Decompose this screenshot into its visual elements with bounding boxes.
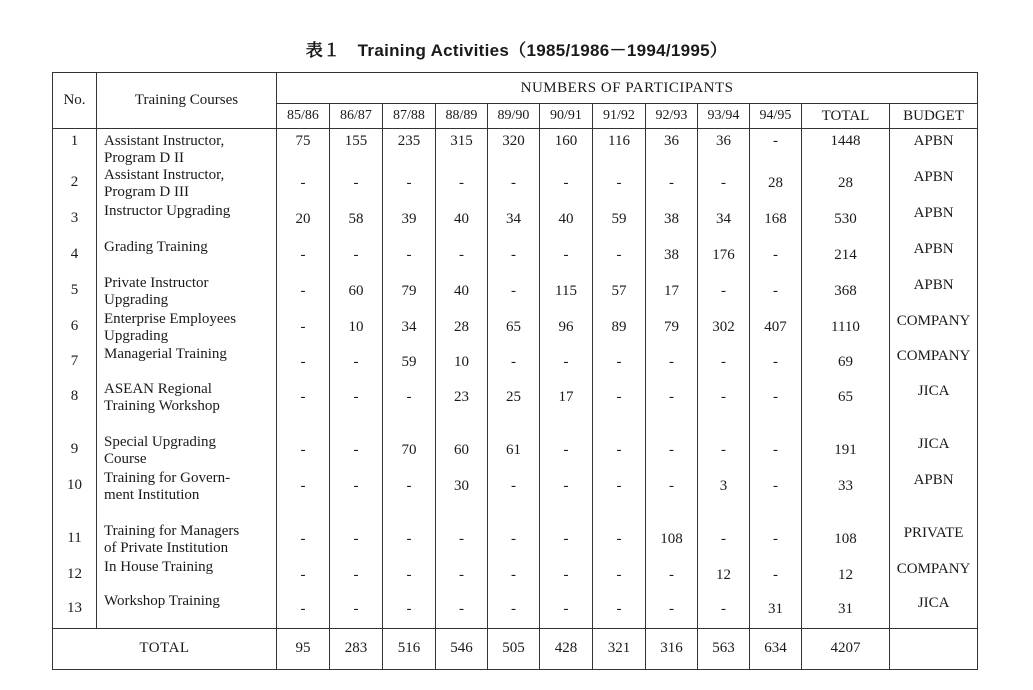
participant-count: 39: [383, 203, 436, 239]
participant-count: -: [698, 275, 750, 311]
participant-count: -: [383, 381, 436, 434]
participant-count: -: [277, 346, 330, 381]
row-total: 1448: [802, 129, 890, 168]
participant-count: 160: [540, 129, 593, 168]
table-row: [53, 167, 978, 203]
participant-count: -: [646, 167, 698, 203]
table-row: [53, 470, 978, 523]
participant-count: -: [646, 346, 698, 381]
participant-count: -: [593, 470, 646, 523]
participant-count: -: [646, 470, 698, 523]
participant-count: 31: [750, 593, 802, 628]
course-name-line: Enterprise Employees: [104, 311, 237, 327]
participant-count: -: [277, 311, 330, 346]
row-number: 5: [53, 275, 97, 311]
course-name-line: Program D II: [104, 150, 184, 166]
row-number: 3: [53, 203, 97, 239]
row-total: 33: [802, 470, 890, 523]
participant-count: 65: [488, 311, 540, 346]
table-row: [53, 593, 978, 628]
participant-count: -: [698, 346, 750, 381]
header-budget: BUDGET: [890, 104, 978, 129]
table-row: [53, 203, 978, 239]
training-activities-table: [52, 72, 978, 670]
participant-count: 34: [488, 203, 540, 239]
course-name-line: ASEAN Regional: [104, 381, 212, 397]
participant-count: -: [698, 381, 750, 434]
participant-count: 176: [698, 239, 750, 275]
participant-count: -: [488, 593, 540, 628]
course-name-line: Special Upgrading: [104, 434, 217, 450]
row-number: 11: [53, 523, 97, 559]
course-name-line: Assistant Instructor,: [104, 167, 225, 183]
header-year-88-89: 88/89: [436, 104, 488, 129]
row-total: 1110: [802, 311, 890, 346]
participant-count: 57: [593, 275, 646, 311]
course-name-line: Grading Training: [104, 239, 208, 255]
participant-count: -: [330, 593, 383, 628]
year-total: 316: [646, 628, 698, 669]
participant-count: 302: [698, 311, 750, 346]
participant-count: -: [593, 239, 646, 275]
course-name: [97, 593, 277, 628]
course-name-line: Upgrading: [104, 328, 169, 344]
row-total: 31: [802, 593, 890, 628]
course-name-line: ment Institution: [104, 487, 200, 503]
course-name-line: Program D III: [104, 184, 189, 200]
participant-count: -: [488, 559, 540, 593]
participant-count: -: [383, 559, 436, 593]
header-year-90-91: 90/91: [540, 104, 593, 129]
participant-count: -: [540, 239, 593, 275]
course-name-line: Instructor Upgrading: [104, 203, 231, 219]
participant-count: -: [540, 523, 593, 559]
participant-count: 320: [488, 129, 540, 168]
row-number: 6: [53, 311, 97, 346]
participant-count: 115: [540, 275, 593, 311]
participant-count: -: [277, 167, 330, 203]
course-name: [97, 311, 277, 346]
participant-count: 79: [646, 311, 698, 346]
year-total: 95: [277, 628, 330, 669]
course-name-line: Training Workshop: [104, 398, 220, 414]
participant-count: -: [646, 381, 698, 434]
course-name: [97, 275, 277, 311]
row-budget: PRIVATE: [890, 523, 978, 559]
participant-count: 59: [383, 346, 436, 381]
row-total: 69: [802, 346, 890, 381]
participant-count: -: [646, 559, 698, 593]
participant-count: -: [383, 593, 436, 628]
participant-count: -: [750, 239, 802, 275]
row-number: 4: [53, 239, 97, 275]
participant-count: 79: [383, 275, 436, 311]
participant-count: -: [488, 239, 540, 275]
participant-count: 40: [540, 203, 593, 239]
participant-count: -: [698, 167, 750, 203]
participant-count: -: [540, 593, 593, 628]
participant-count: 10: [330, 311, 383, 346]
participant-count: -: [277, 470, 330, 523]
row-number: 8: [53, 381, 97, 434]
participant-count: -: [540, 470, 593, 523]
participant-count: -: [277, 593, 330, 628]
header-year-93-94: 93/94: [698, 104, 750, 129]
header-year-85-86: 85/86: [277, 104, 330, 129]
row-total: 214: [802, 239, 890, 275]
participant-count: -: [330, 434, 383, 470]
participant-count: -: [698, 434, 750, 470]
course-name-line: Upgrading: [104, 292, 169, 308]
participant-count: -: [436, 523, 488, 559]
year-total: 634: [750, 628, 802, 669]
header-year-94-95: 94/95: [750, 104, 802, 129]
row-budget: COMPANY: [890, 559, 978, 593]
participant-count: 61: [488, 434, 540, 470]
course-name: [97, 559, 277, 593]
participant-count: -: [750, 129, 802, 168]
participant-count: -: [436, 239, 488, 275]
participant-count: 75: [277, 129, 330, 168]
table-row: [53, 381, 978, 434]
row-budget: COMPANY: [890, 346, 978, 381]
course-name-line: of Private Institution: [104, 540, 229, 556]
table-row: [53, 239, 978, 275]
header-total: TOTAL: [802, 104, 890, 129]
year-total: 546: [436, 628, 488, 669]
row-total: 530: [802, 203, 890, 239]
row-number: 2: [53, 167, 97, 203]
header-year-89-90: 89/90: [488, 104, 540, 129]
participant-count: 3: [698, 470, 750, 523]
year-total: 563: [698, 628, 750, 669]
row-budget: JICA: [890, 593, 978, 628]
participant-count: -: [330, 559, 383, 593]
course-name-line: Assistant Instructor,: [104, 133, 225, 149]
row-budget: APBN: [890, 129, 978, 168]
participant-count: 20: [277, 203, 330, 239]
participant-count: 17: [540, 381, 593, 434]
participant-count: -: [540, 559, 593, 593]
participant-count: -: [540, 167, 593, 203]
total-label: TOTAL: [53, 628, 277, 669]
row-number: 10: [53, 470, 97, 523]
participant-count: 17: [646, 275, 698, 311]
participant-count: 108: [646, 523, 698, 559]
participant-count: -: [383, 470, 436, 523]
participant-count: -: [593, 593, 646, 628]
participant-count: 38: [646, 203, 698, 239]
participant-count: 25: [488, 381, 540, 434]
course-name: [97, 346, 277, 381]
course-name-line: Managerial Training: [104, 346, 227, 362]
participant-count: 38: [646, 239, 698, 275]
row-total: 65: [802, 381, 890, 434]
participant-count: -: [488, 275, 540, 311]
year-total: 516: [383, 628, 436, 669]
header-numbers-of-participants: NUMBERS OF PARTICIPANTS: [277, 73, 978, 104]
participant-count: 60: [330, 275, 383, 311]
row-number: 1: [53, 129, 97, 168]
participant-count: 155: [330, 129, 383, 168]
participant-count: -: [593, 346, 646, 381]
participant-count: -: [383, 167, 436, 203]
course-name: [97, 167, 277, 203]
participant-count: 28: [750, 167, 802, 203]
table-title: 表１ Training Activities（1985/1986－1994/1995）: [305, 41, 728, 60]
participant-count: -: [436, 167, 488, 203]
participant-count: 96: [540, 311, 593, 346]
participant-count: -: [383, 523, 436, 559]
course-name: [97, 239, 277, 275]
participant-count: 315: [436, 129, 488, 168]
course-name-line: Workshop Training: [104, 593, 220, 609]
participant-count: -: [593, 434, 646, 470]
participant-count: -: [488, 470, 540, 523]
table-row: [53, 129, 978, 168]
participant-count: -: [698, 523, 750, 559]
course-name: [97, 129, 277, 168]
year-total: 428: [540, 628, 593, 669]
participant-count: 59: [593, 203, 646, 239]
grand-total: 4207: [802, 628, 890, 669]
header-year-91-92: 91/92: [593, 104, 646, 129]
row-budget: APBN: [890, 203, 978, 239]
participant-count: -: [330, 470, 383, 523]
participant-count: -: [593, 559, 646, 593]
participant-count: 40: [436, 275, 488, 311]
participant-count: -: [750, 275, 802, 311]
row-total: 368: [802, 275, 890, 311]
header-training-courses: Training Courses: [97, 73, 277, 129]
participant-count: -: [436, 559, 488, 593]
participant-count: -: [330, 239, 383, 275]
participant-count: 89: [593, 311, 646, 346]
participant-count: -: [750, 523, 802, 559]
course-name: [97, 523, 277, 559]
participant-count: -: [330, 167, 383, 203]
table-row: [53, 346, 978, 381]
participant-count: -: [277, 559, 330, 593]
participant-count: -: [330, 523, 383, 559]
row-number: 7: [53, 346, 97, 381]
table-row: [53, 523, 978, 559]
participant-count: -: [277, 239, 330, 275]
table-row: [53, 275, 978, 311]
header-year-92-93: 92/93: [646, 104, 698, 129]
row-budget: JICA: [890, 381, 978, 434]
row-number: 9: [53, 434, 97, 470]
course-name: [97, 470, 277, 523]
participant-count: -: [750, 381, 802, 434]
participant-count: -: [698, 593, 750, 628]
participant-count: 34: [698, 203, 750, 239]
participant-count: -: [383, 239, 436, 275]
total-row: [53, 628, 978, 669]
participant-count: -: [540, 434, 593, 470]
participant-count: -: [750, 559, 802, 593]
row-total: 108: [802, 523, 890, 559]
course-name-line: Private Instructor: [104, 275, 209, 291]
header-no: No.: [53, 73, 97, 129]
participant-count: 40: [436, 203, 488, 239]
participant-count: 28: [436, 311, 488, 346]
row-budget: APBN: [890, 239, 978, 275]
participant-count: 30: [436, 470, 488, 523]
row-budget: COMPANY: [890, 311, 978, 346]
participant-count: 60: [436, 434, 488, 470]
participant-count: -: [646, 434, 698, 470]
participant-count: 70: [383, 434, 436, 470]
participant-count: -: [277, 434, 330, 470]
participant-count: 168: [750, 203, 802, 239]
participant-count: -: [646, 593, 698, 628]
course-name-line: Course: [104, 451, 147, 467]
course-name: [97, 434, 277, 470]
row-budget: JICA: [890, 434, 978, 470]
row-budget: APBN: [890, 275, 978, 311]
participant-count: -: [330, 381, 383, 434]
total-budget: [890, 628, 978, 669]
participant-count: -: [277, 381, 330, 434]
participant-count: 36: [646, 129, 698, 168]
participant-count: 12: [698, 559, 750, 593]
course-name: [97, 381, 277, 434]
row-total: 28: [802, 167, 890, 203]
participant-count: 10: [436, 346, 488, 381]
participant-count: 116: [593, 129, 646, 168]
participant-count: -: [750, 434, 802, 470]
header-year-86-87: 86/87: [330, 104, 383, 129]
participant-count: -: [488, 167, 540, 203]
row-budget: APBN: [890, 470, 978, 523]
course-name: [97, 203, 277, 239]
table-row: [53, 559, 978, 593]
participant-count: 36: [698, 129, 750, 168]
participant-count: -: [750, 470, 802, 523]
participant-count: -: [593, 381, 646, 434]
participant-count: -: [593, 167, 646, 203]
participant-count: -: [593, 523, 646, 559]
participant-count: 34: [383, 311, 436, 346]
row-total: 191: [802, 434, 890, 470]
participant-count: -: [488, 523, 540, 559]
row-total: 12: [802, 559, 890, 593]
participant-count: -: [277, 275, 330, 311]
participant-count: 407: [750, 311, 802, 346]
year-total: 321: [593, 628, 646, 669]
participant-count: -: [277, 523, 330, 559]
year-total: 505: [488, 628, 540, 669]
participant-count: -: [330, 346, 383, 381]
table-row: [53, 311, 978, 346]
course-name-line: Training for Managers: [104, 523, 240, 539]
row-number: 13: [53, 593, 97, 628]
participant-count: 235: [383, 129, 436, 168]
course-name-line: Training for Govern-: [104, 470, 231, 486]
row-budget: APBN: [890, 167, 978, 203]
participant-count: 58: [330, 203, 383, 239]
row-number: 12: [53, 559, 97, 593]
participant-count: 23: [436, 381, 488, 434]
participant-count: -: [488, 346, 540, 381]
course-name-line: In House Training: [104, 559, 214, 575]
header-year-87-88: 87/88: [383, 104, 436, 129]
participant-count: -: [436, 593, 488, 628]
participant-count: -: [750, 346, 802, 381]
participant-count: -: [540, 346, 593, 381]
table-row: [53, 434, 978, 470]
year-total: 283: [330, 628, 383, 669]
